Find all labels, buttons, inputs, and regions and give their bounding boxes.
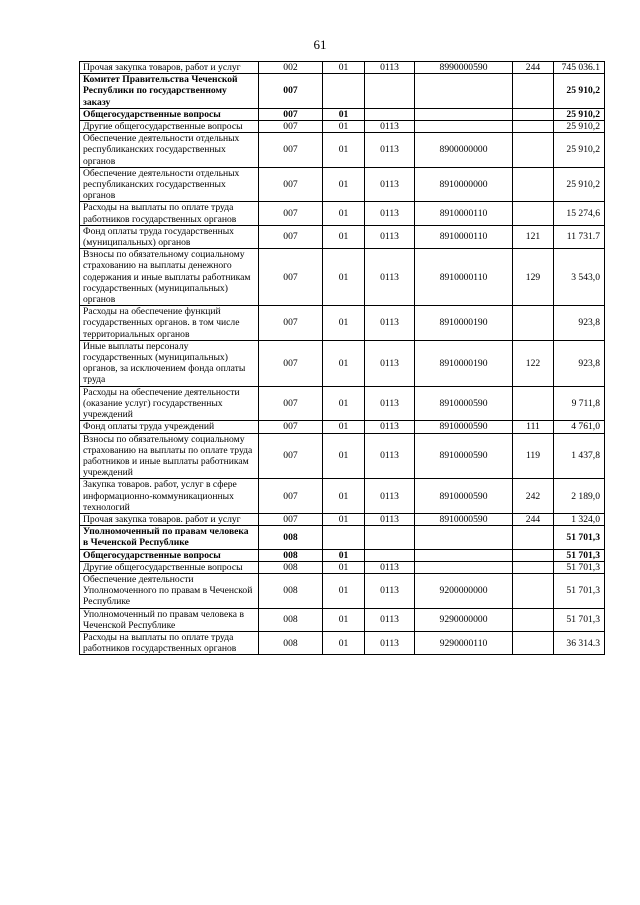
table-row [80, 386, 605, 421]
row-ved-cell: 002 [259, 62, 323, 74]
table-row [80, 225, 605, 248]
row-sum-cell: 51 701,3 [554, 561, 605, 573]
row-csr-cell: 8910000110 [415, 202, 513, 225]
row-name-cell: Общегосударственные вопросы [80, 108, 259, 120]
row-csr-cell: 8910000190 [415, 340, 513, 386]
row-vr-cell: 129 [513, 249, 554, 306]
row-pr-cell: 0113 [365, 306, 415, 341]
row-sum-cell: 923,8 [554, 306, 605, 341]
row-sum-cell: 1 437,8 [554, 433, 605, 479]
row-vr-cell: 242 [513, 479, 554, 514]
row-ved-cell: 008 [259, 549, 323, 561]
row-pr-cell [365, 108, 415, 120]
row-name-cell: Обеспечение деятельности отдельных республиканских государственных органов [80, 167, 259, 202]
row-pr-cell: 0113 [365, 133, 415, 168]
row-csr-cell: 8910000000 [415, 167, 513, 202]
row-ved-cell: 007 [259, 121, 323, 133]
row-csr-cell: 8910000110 [415, 249, 513, 306]
table-row [80, 433, 605, 479]
row-ved-cell: 008 [259, 608, 323, 631]
table-row [80, 549, 605, 561]
row-rz-cell: 01 [323, 631, 365, 654]
row-vr-cell [513, 573, 554, 608]
table-row [80, 202, 605, 225]
row-rz-cell: 01 [323, 608, 365, 631]
row-name-cell: Уполномоченный по правам человека в Чеченской Республике [80, 608, 259, 631]
row-rz-cell: 01 [323, 249, 365, 306]
row-pr-cell: 0113 [365, 225, 415, 248]
row-vr-cell: 122 [513, 340, 554, 386]
row-ved-cell: 007 [259, 306, 323, 341]
table-row [80, 74, 605, 109]
table-row [80, 167, 605, 202]
row-ved-cell: 007 [259, 433, 323, 479]
row-rz-cell [323, 74, 365, 109]
row-vr-cell [513, 549, 554, 561]
row-vr-cell [513, 108, 554, 120]
row-sum-cell: 51 701,3 [554, 549, 605, 561]
row-rz-cell: 01 [323, 421, 365, 433]
row-rz-cell: 01 [323, 561, 365, 573]
row-csr-cell [415, 108, 513, 120]
row-sum-cell: 4 761,0 [554, 421, 605, 433]
row-pr-cell [365, 526, 415, 549]
table-row [80, 526, 605, 549]
row-vr-cell: 111 [513, 421, 554, 433]
row-vr-cell [513, 306, 554, 341]
row-rz-cell: 01 [323, 433, 365, 479]
row-pr-cell: 0113 [365, 573, 415, 608]
row-name-cell: Обеспечение деятельности отдельных республиканских государственных органов [80, 133, 259, 168]
row-pr-cell: 0113 [365, 513, 415, 525]
row-ved-cell: 007 [259, 340, 323, 386]
table-row [80, 340, 605, 386]
row-ved-cell: 007 [259, 249, 323, 306]
row-name-cell: Фонд оплаты труда учреждений [80, 421, 259, 433]
row-sum-cell: 25 910,2 [554, 108, 605, 120]
row-rz-cell: 01 [323, 225, 365, 248]
table-row [80, 121, 605, 133]
row-sum-cell: 11 731.7 [554, 225, 605, 248]
row-pr-cell: 0113 [365, 340, 415, 386]
row-sum-cell: 3 543,0 [554, 249, 605, 306]
row-csr-cell [415, 74, 513, 109]
row-ved-cell: 008 [259, 526, 323, 549]
row-rz-cell: 01 [323, 549, 365, 561]
row-name-cell: Общегосударственные вопросы [80, 549, 259, 561]
row-sum-cell: 923,8 [554, 340, 605, 386]
row-sum-cell: 25 910,2 [554, 121, 605, 133]
row-csr-cell [415, 561, 513, 573]
row-csr-cell: 9290000000 [415, 608, 513, 631]
row-ved-cell: 007 [259, 74, 323, 109]
row-pr-cell: 0113 [365, 561, 415, 573]
row-ved-cell: 007 [259, 479, 323, 514]
row-ved-cell: 007 [259, 108, 323, 120]
row-vr-cell [513, 561, 554, 573]
row-ved-cell: 007 [259, 225, 323, 248]
row-rz-cell: 01 [323, 513, 365, 525]
row-sum-cell: 25 910,2 [554, 133, 605, 168]
row-vr-cell [513, 74, 554, 109]
row-csr-cell: 8910000590 [415, 433, 513, 479]
row-name-cell: Другие общегосударственные вопросы [80, 121, 259, 133]
row-sum-cell: 25 910,2 [554, 74, 605, 109]
row-vr-cell [513, 167, 554, 202]
row-vr-cell [513, 133, 554, 168]
row-name-cell: Взносы по обязательному социальному страхованию на выплаты денежного содержания и иные выплаты работникам государственных (муниципальных) органов [80, 249, 259, 306]
row-vr-cell [513, 121, 554, 133]
row-sum-cell: 51 701,3 [554, 573, 605, 608]
row-rz-cell: 01 [323, 167, 365, 202]
row-vr-cell [513, 202, 554, 225]
row-sum-cell: 1 324,0 [554, 513, 605, 525]
row-pr-cell: 0113 [365, 167, 415, 202]
table-row [80, 631, 605, 654]
row-ved-cell: 007 [259, 513, 323, 525]
row-pr-cell: 0113 [365, 249, 415, 306]
table-row [80, 108, 605, 120]
table-row [80, 561, 605, 573]
table-row [80, 306, 605, 341]
row-name-cell: Комитет Правительства Чеченской Республики по государственному заказу [80, 74, 259, 109]
row-vr-cell: 244 [513, 513, 554, 525]
row-rz-cell: 01 [323, 573, 365, 608]
row-pr-cell: 0113 [365, 386, 415, 421]
row-name-cell: Расходы на обеспечение деятельности (оказание услуг) государственных учреждений [80, 386, 259, 421]
row-name-cell: Прочая закупка товаров, работ и услуг [80, 62, 259, 74]
row-pr-cell: 0113 [365, 62, 415, 74]
row-vr-cell: 119 [513, 433, 554, 479]
table-row [80, 62, 605, 74]
table-row [80, 608, 605, 631]
row-vr-cell: 121 [513, 225, 554, 248]
row-csr-cell [415, 526, 513, 549]
budget-table-body [80, 62, 605, 655]
row-csr-cell: 8910000590 [415, 479, 513, 514]
table-row [80, 573, 605, 608]
row-name-cell: Закупка товаров. работ, услуг в сфере информационно-коммуникационных технологий [80, 479, 259, 514]
row-name-cell: Расходы на выплаты по оплате труда работников государственных органов [80, 631, 259, 654]
row-sum-cell: 51 701,3 [554, 608, 605, 631]
row-csr-cell: 8910000190 [415, 306, 513, 341]
row-csr-cell: 8910000590 [415, 421, 513, 433]
row-ved-cell: 007 [259, 386, 323, 421]
table-row [80, 479, 605, 514]
row-ved-cell: 008 [259, 561, 323, 573]
table-row [80, 133, 605, 168]
row-pr-cell [365, 549, 415, 561]
row-rz-cell: 01 [323, 479, 365, 514]
row-sum-cell: 15 274,6 [554, 202, 605, 225]
row-vr-cell [513, 386, 554, 421]
budget-table [79, 61, 605, 655]
table-row [80, 421, 605, 433]
row-csr-cell: 8910000590 [415, 513, 513, 525]
row-sum-cell: 25 910,2 [554, 167, 605, 202]
row-csr-cell: 9290000110 [415, 631, 513, 654]
row-rz-cell: 01 [323, 108, 365, 120]
row-name-cell: Другие общегосударственные вопросы [80, 561, 259, 573]
row-ved-cell: 008 [259, 573, 323, 608]
row-csr-cell [415, 121, 513, 133]
row-csr-cell: 8900000000 [415, 133, 513, 168]
row-vr-cell [513, 526, 554, 549]
row-pr-cell: 0113 [365, 433, 415, 479]
row-name-cell: Фонд оплаты труда государственных (муниципальных) органов [80, 225, 259, 248]
row-csr-cell: 8910000110 [415, 225, 513, 248]
row-vr-cell [513, 631, 554, 654]
row-vr-cell [513, 608, 554, 631]
row-rz-cell: 01 [323, 386, 365, 421]
row-ved-cell: 008 [259, 631, 323, 654]
table-row [80, 249, 605, 306]
row-ved-cell: 007 [259, 202, 323, 225]
row-ved-cell: 007 [259, 421, 323, 433]
row-pr-cell: 0113 [365, 479, 415, 514]
row-sum-cell: 745 036.1 [554, 62, 605, 74]
row-rz-cell [323, 526, 365, 549]
row-csr-cell: 8910000590 [415, 386, 513, 421]
row-name-cell: Иные выплаты персоналу государственных (муниципальных) органов, за исключением фонда оплаты труда [80, 340, 259, 386]
row-ved-cell: 007 [259, 133, 323, 168]
row-sum-cell: 2 189,0 [554, 479, 605, 514]
row-csr-cell: 9200000000 [415, 573, 513, 608]
row-csr-cell: 8990000590 [415, 62, 513, 74]
row-ved-cell: 007 [259, 167, 323, 202]
row-pr-cell: 0113 [365, 421, 415, 433]
row-pr-cell: 0113 [365, 202, 415, 225]
row-name-cell: Уполномоченный по правам человека в Чеченской Республике [80, 526, 259, 549]
row-name-cell: Прочая закупка товаров. работ и услуг [80, 513, 259, 525]
page-number: 61 [313, 37, 327, 52]
table-row [80, 513, 605, 525]
row-pr-cell [365, 74, 415, 109]
row-sum-cell: 9 711,8 [554, 386, 605, 421]
row-pr-cell: 0113 [365, 121, 415, 133]
row-rz-cell: 01 [323, 121, 365, 133]
row-sum-cell: 36 314.3 [554, 631, 605, 654]
row-name-cell: Взносы по обязательному социальному страхованию на выплаты по оплате труда работников и иные выплаты работникам учреждений [80, 433, 259, 479]
row-rz-cell: 01 [323, 133, 365, 168]
row-name-cell: Расходы на выплаты по оплате труда работников государственных органов [80, 202, 259, 225]
row-rz-cell: 01 [323, 62, 365, 74]
row-pr-cell: 0113 [365, 631, 415, 654]
row-name-cell: Расходы на обеспечение функций государственных органов. в том числе территориальных органов [80, 306, 259, 341]
row-rz-cell: 01 [323, 306, 365, 341]
row-csr-cell [415, 549, 513, 561]
row-name-cell: Обеспечение деятельности Уполномоченного по правам в Чеченской Республике [80, 573, 259, 608]
row-pr-cell: 0113 [365, 608, 415, 631]
row-vr-cell: 244 [513, 62, 554, 74]
row-rz-cell: 01 [323, 202, 365, 225]
row-sum-cell: 51 701,3 [554, 526, 605, 549]
row-rz-cell: 01 [323, 340, 365, 386]
